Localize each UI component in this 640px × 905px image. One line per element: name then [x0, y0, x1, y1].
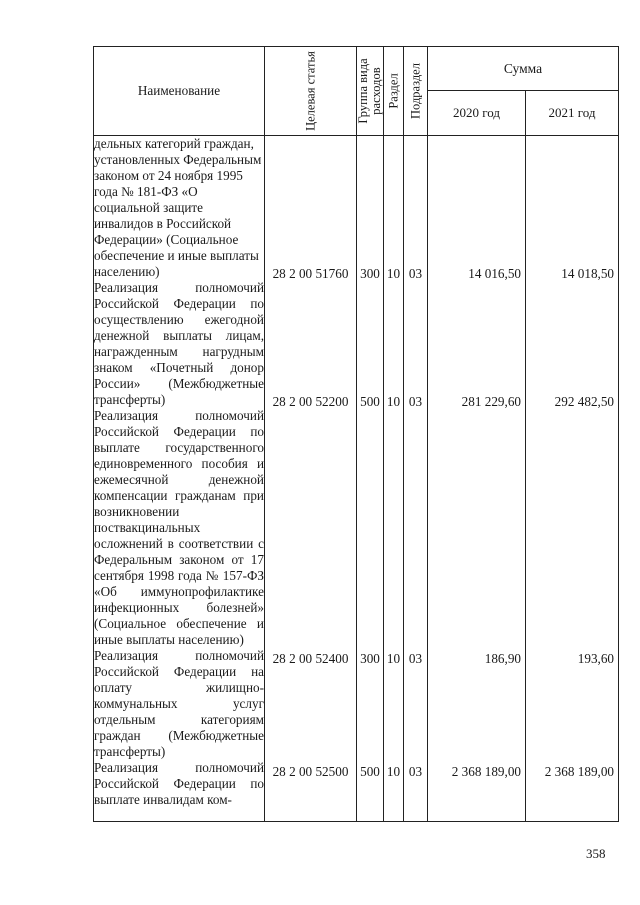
row-subsection: 03: [408, 764, 423, 779]
row-section: 10: [386, 394, 401, 409]
row-expense-group: 300: [360, 651, 380, 666]
row-section: 10: [386, 764, 401, 779]
header-expense-group-label: Группа вида расходов: [356, 58, 383, 124]
row-target-article: 28 2 00 51760: [272, 266, 349, 281]
page-number: 358: [586, 846, 606, 861]
row-name: Реализация полномочий Российской Федерации по выплате инвалидам ком-: [94, 760, 264, 807]
expense-group-column: [357, 136, 384, 822]
row-name: Реализация полномочий Российской Федерации на оплату жилищно-коммунальных услуг отдельным категориям граждан (Межбюджетные трансферты): [94, 648, 264, 759]
row-subsection: 03: [408, 394, 423, 409]
row-section: 10: [386, 266, 401, 281]
row-expense-group: 300: [360, 266, 380, 281]
row-name: Реализация полномочий Российской Федерации по осуществлению ежегодной денежной выплаты лицам, награжденным нагрудным знаком «Почетный донор России» (Межбюджетные трансферты): [94, 280, 264, 407]
header-section-label: Раздел: [386, 73, 400, 109]
row-target-article: 28 2 00 52500: [272, 764, 349, 779]
header-section: [384, 47, 404, 136]
row-sum-2020: 186,90: [484, 651, 521, 666]
target-article-column: [265, 136, 357, 822]
row-sum-2020: 281 229,60: [461, 394, 521, 409]
header-year-2021: 2021 год: [526, 91, 619, 136]
header-subsection: [404, 47, 428, 136]
row-expense-group: 500: [360, 394, 380, 409]
subsection-column: [404, 136, 428, 822]
header-target-article-label: Целевая статья: [303, 51, 317, 131]
row-section: 10: [386, 651, 401, 666]
row-subsection: 03: [408, 266, 423, 281]
row-subsection: 03: [408, 651, 423, 666]
row-name: дельных категорий граждан, установленных Федеральным законом от 24 ноября 1995 года № 181-ФЗ «О социальной защите инвалидов в Российской Федерации» (Социальное обеспечение и иные выплаты населению): [94, 136, 262, 279]
header-year-2020: 2020 год: [428, 91, 526, 136]
row-expense-group: 500: [360, 764, 380, 779]
row-target-article: 28 2 00 52400: [272, 651, 349, 666]
row-target-article: 28 2 00 52200: [272, 394, 349, 409]
header-expense-group: [357, 47, 384, 136]
row-sum-2021: 292 482,50: [554, 394, 615, 409]
section-column: [384, 136, 404, 822]
sum-2020-column: [428, 136, 526, 822]
row-sum-2020: 14 016,50: [468, 266, 521, 281]
row-name: Реализация полномочий Российской Федерации по выплате государственного единовременного пособия и ежемесячной денежной компенсации гражданам при возникновении поствакцинальных осложнений в соответствии с Федеральным законом от 17 сентября 1998 года № 157-ФЗ «Об иммунопрофилактике инфекционных болезней» (Социальное обеспечение и иные выплаты населению): [94, 408, 264, 647]
row-sum-2021: 14 018,50: [561, 266, 615, 281]
header-target-article: [265, 47, 357, 136]
row-sum-2021: 2 368 189,00: [544, 764, 615, 779]
row-sum-2021: 193,60: [577, 651, 615, 666]
row-sum-2020: 2 368 189,00: [451, 764, 521, 779]
header-sum: Сумма: [428, 47, 619, 91]
sum-2021-column: [526, 136, 619, 822]
header-subsection-label: Подраздел: [408, 63, 422, 119]
header-name: Наименование: [94, 47, 265, 136]
budget-table: [93, 46, 619, 822]
name-column: [94, 136, 265, 822]
